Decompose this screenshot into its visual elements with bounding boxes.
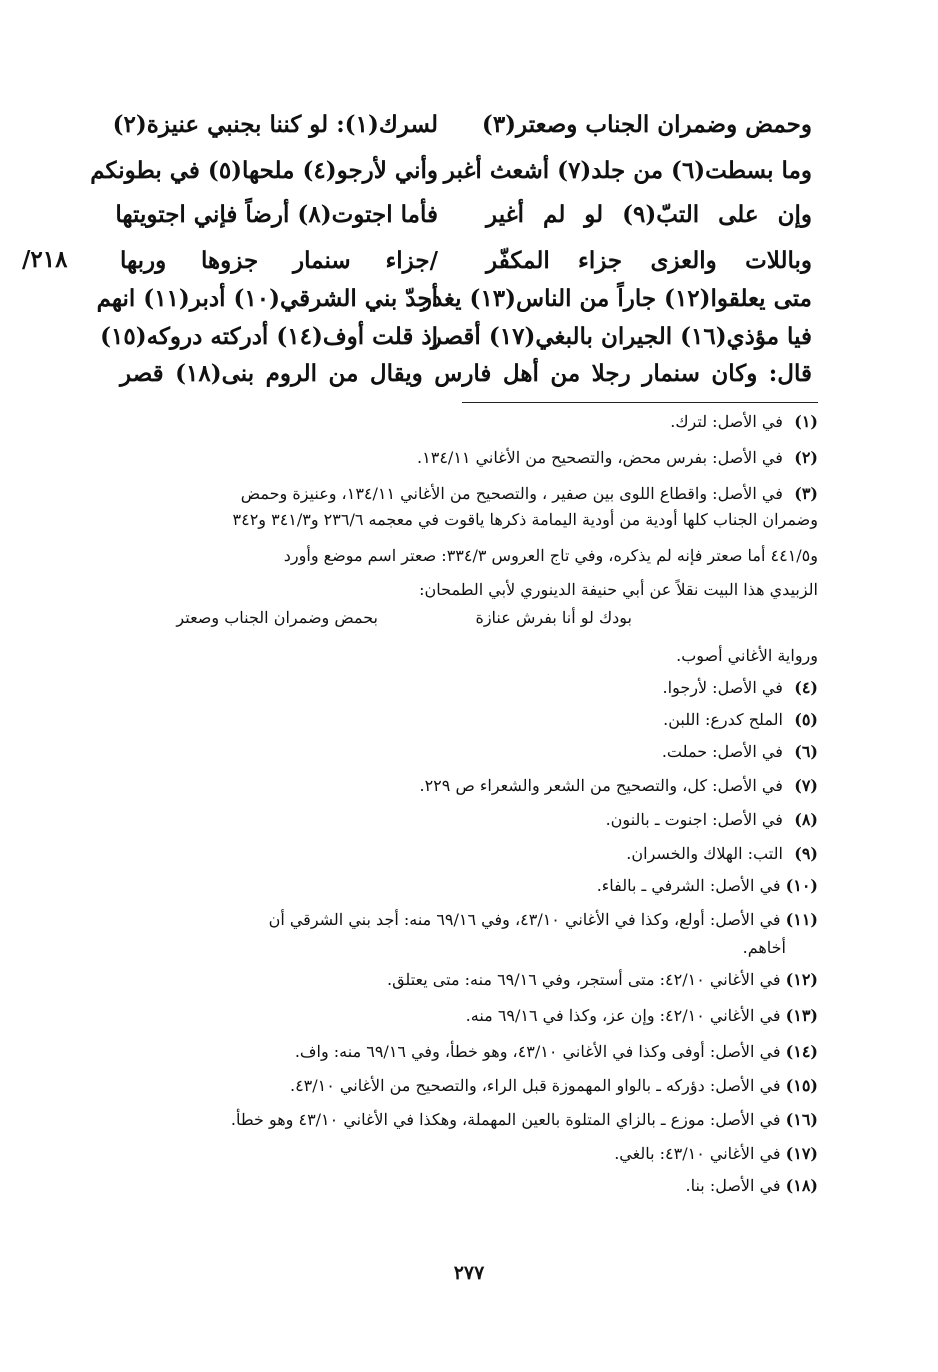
poem-line-4-left: وباللات والعزى جزاء المكفّر [486,247,812,274]
footnote-text: التب: الهلاك والخسران. [626,844,783,863]
poem-line-2-right: وأني لأرجو(٤) ملحها(٥) في بطونكم [90,157,438,184]
footnote-10 [118,874,818,898]
footnote-number: (٥) [794,710,818,729]
footnote-text: في الأصل: الشرفي ـ بالفاء. [596,876,781,895]
footnote-8 [118,808,818,832]
footnote-3-end: ورواية الأغاني أصوب. [676,646,818,665]
footnote-text: في الأصل: حملت. [661,742,783,761]
poem-line-1-left: وحمض وضمران الجناب وصعتر(٣) [481,111,812,138]
footnote-text: في الأصل: كل، والتصحيح من الشعر والشعراء ص ٢٢٩. [419,776,783,795]
footnote-number: (٦) [794,742,818,761]
footnote-4 [118,676,818,700]
footnote-16 [118,1108,818,1132]
footnote-text: الملح كدرع: اللبن. [663,710,783,729]
footnote-6 [118,740,818,764]
footnote-text: في الأصل: موزع ـ بالزاي المتلوة بالعين المهملة، وهكذا في الأغاني ٤٣/١٠ وهو خطأ. [230,1110,781,1129]
footnote-number: (١٢) [785,970,818,989]
footnote-number: (٤) [794,678,818,697]
footnote-text: في الأصل: دؤركه ـ بالواو المهموزة قبل الراء، والتصحيح من الأغاني ٤٣/١٠. [289,1076,781,1095]
poem-line-1-right: لسرك(١): لو كننا بجنبي عنيزة(٢) [112,111,438,138]
footnote-text: في الأغاني ٤٣/١٠: بالغي. [614,1144,781,1163]
footnote-text: في الأصل: لترك. [670,412,783,431]
poem-line-2-left: وما بسطت(٦) من جلد(٧) أشعث أغبر [443,157,812,184]
footnote-11-line-2: أخاهم. [742,938,786,957]
footnote-separator [462,402,818,403]
footnote-number: (١) [794,412,818,431]
poem-line-6-right: إذ قلت أوف(١٤) أدركته دروكه(١٥) [100,323,438,350]
footnote-text: في الأغاني ٤٢/١٠: وإن عز، وكذا في ٦٩/١٦ منه. [465,1006,781,1025]
footnote-1 [118,410,818,434]
footnote-number: (١١) [785,910,818,929]
footnote-number: (١٦) [785,1110,818,1129]
poem-line-4-right: /جزاء سنمار جزوها وربها [120,247,438,274]
poem-line-5-right: أجدّ بني الشرقي(١٠) أدبر(١١) انهم [96,285,438,312]
footnote-number: (١٣) [785,1006,818,1025]
footnote-11 [118,908,818,932]
footnote-number: (١٤) [785,1042,818,1061]
poem-line-6-left: فيا مؤذي(١٦) الجيران بالبغي(١٧) أقصر [430,323,812,350]
footnote-number: (٣) [794,484,818,503]
footnote-number: (١٨) [785,1176,818,1195]
footnote-3-verse-left: بحمض وضمران الجناب وصعتر [176,608,378,627]
page-number: ٢٧٧ [453,1262,485,1284]
footnote-2 [118,446,818,470]
footnote-number: (١٥) [785,1076,818,1095]
footnote-number: (١٧) [785,1144,818,1163]
footnote-text: في الأصل: أوفى وكذا في الأغاني ٤٣/١٠، وهو خطأ، وفي ٦٩/١٦ منه: واف. [294,1042,781,1061]
footnote-text: في الأصل: بنا. [685,1176,781,1195]
footnote-3-verse-right: بودك لو أنا بفرش عنازة [475,608,632,627]
footnote-number: (٧) [794,776,818,795]
footnote-12 [118,968,818,992]
footnote-15 [118,1074,818,1098]
footnote-17 [118,1142,818,1166]
footnote-number: (٢) [794,448,818,467]
footnote-13 [118,1004,818,1028]
footnote-number: (١٠) [785,876,818,895]
footnote-3-line-4: الزبيدي هذا البيت نقلاً عن أبي حنيفة الدينوري لأبي الطمحان: [419,580,818,599]
footnote-number: (٨) [794,810,818,829]
footnote-text: في الأصل: اجنوت ـ بالنون. [605,810,783,829]
poem-line-3-left: وإن على التبّ(٩) لو لم أغير [486,201,812,228]
narrative-line: قال: وكان سنمار رجلا من أهل فارس ويقال من الروم بنى(١٨) قصر [120,360,812,387]
footnote-3 [118,482,818,506]
poem-line-5-left: متى يعلقوا(١٢) جاراً من الناس(١٣) يغدر [420,285,812,312]
footnote-number: (٩) [794,844,818,863]
footnote-text: في الأصل: لأرجوا. [662,678,783,697]
footnote-text: في الأصل: بفرس محض، والتصحيح من الأغاني ١٣٤/١١. [417,448,783,467]
footnote-text: في الأصل: واقطاع اللوى بين صفير ، والتصحيح من الأغاني ١٣٤/١١، وعنيزة وحمض [240,484,783,503]
footnote-7 [118,774,818,798]
poem-line-3-right: فأما اجتوت(٨) أرضاً فإني اجتويتها [115,201,438,228]
footnote-text: في الأغاني ٤٢/١٠: متى أستجر، وفي ٦٩/١٦ منه: متى يعتلق. [386,970,781,989]
footnote-5 [118,708,818,732]
footnote-14 [118,1040,818,1064]
footnote-18 [118,1174,818,1198]
footnote-3-line-3: و٤٤١/٥ أما صعتر فإنه لم يذكره، وفي تاج العروس ٣٣٤/٣: صعتر اسم موضع وأورد [283,546,818,565]
footnote-9 [118,842,818,866]
footnote-3-line-2: وضمران الجناب كلها أودية من أودية اليمامة ذكرها ياقوت في معجمه ٢٣٦/٦ و٣٤١/٣ و٣٤٢ [232,510,818,529]
margin-page-marker: ٢١٨/ [22,246,68,273]
footnote-text: في الأصل: أولع، وكذا في الأغاني ٤٣/١٠، وفي ٦٩/١٦ منه: أجد بني الشرقي أن [268,910,781,929]
